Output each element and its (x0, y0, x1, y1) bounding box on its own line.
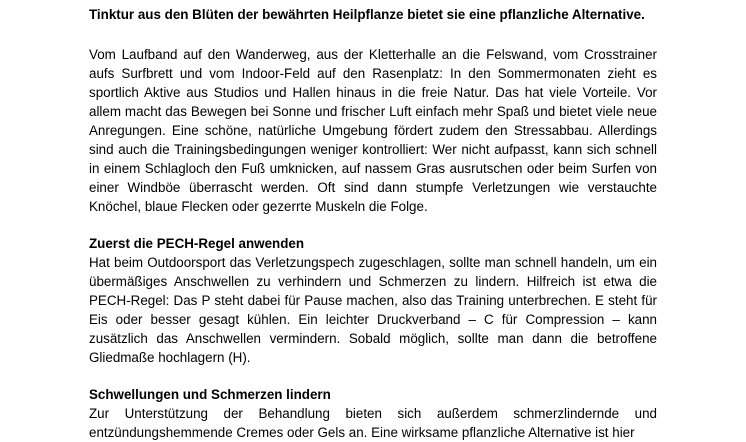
heading-pech-rule: Zuerst die PECH-Regel anwenden (89, 236, 305, 251)
intro-tail-text: Tinktur aus den Blüten der bewährten Heilpflanze bietet sie eine pflanzliche Alternative. (89, 7, 645, 22)
heading-swelling-pain: Schwellungen und Schmerzen lindern (89, 387, 331, 402)
document-page (89, 5, 657, 442)
paragraph-swelling-pain: Zur Unterstützung der Behandlung bieten sich außerdem schmerzlindernde und entzündungshemmende Cremes oder Gels an. Eine wirksame pflanzliche Alternative ist hier (89, 406, 657, 440)
paragraph-pech-rule: Hat beim Outdoorsport das Verletzungspech zugeschlagen, sollte man schnell handeln, um ein übermäßiges Anschwellen zu verhindern und Schmerzen zu lindern. Hilfreich ist etwa die PECH-Regel: Das P steht dabei für Pause machen, also das Training unterbrechen. E steht für Eis oder besser gesagt kühlen. Ein leichter Druckverband – C für Compression – kann zusätzlich das Anschwellen vermindern. Sobald möglich, sollte man dann die betroffene Gliedmaße hochlagern (H). (89, 255, 657, 365)
paragraph-outdoor-sport: Vom Laufband auf den Wanderweg, aus der Kletterhalle an die Felswand, vom Crosstrainer aufs Surfbrett und vom Indoor-Feld auf den Rasenplatz: In den Sommermonaten zieht es sportlich Aktive aus Studios und Hallen hinaus in die freie Natur. Das hat viele Vorteile. Vor allem macht das Bewegen bei Sonne und frischer Luft einfach mehr Spaß und bietet viele neue Anregungen. Eine schöne, natürliche Umgebung fördert zudem den Stressabbau. Allerdings sind auch die Trainingsbedingungen weniger kontrolliert: Wer nicht aufpasst, kann sich schnell in einem Schlagloch den Fuß umknicken, auf nassem Gras ausrutschen oder beim Surfen von einer Windböe überrascht werden. Oft sind dann stumpfe Verletzungen wie verstauchte Knöchel, blaue Flecken oder gezerrte Muskeln die Folge. (89, 47, 657, 214)
